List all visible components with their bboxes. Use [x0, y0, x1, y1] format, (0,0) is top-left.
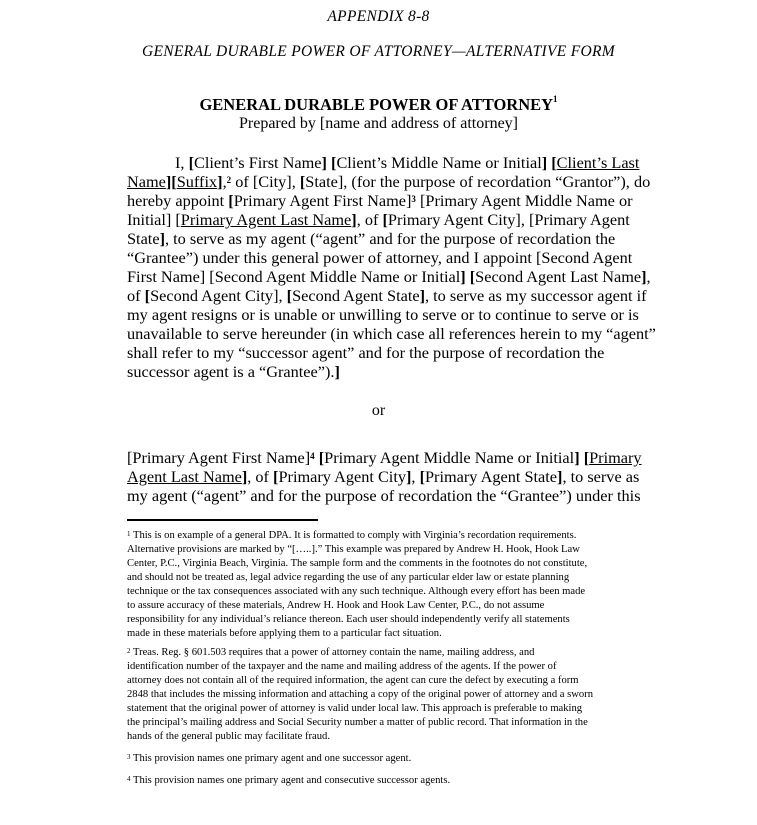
bracket: [: [299, 172, 306, 191]
bracket: [: [419, 467, 425, 486]
bracket: ]: [217, 172, 223, 191]
footnote-1-line: responsibility for any individual’s reliance thereon. Each user should independently verify all statements: [127, 614, 570, 625]
paragraph-1-line: [127, 362, 340, 381]
paragraph-2-line: [127, 448, 642, 467]
text-run: I,: [175, 153, 189, 172]
text-run: , of: [356, 210, 383, 229]
placeholder-primary-agent-middle-name: [Primary Agent Middle Name or: [415, 191, 633, 210]
footnote-number-2: 2: [127, 647, 131, 655]
placeholder-client-last-name: Client’s Last: [556, 153, 640, 172]
footnote-4-line: [127, 773, 450, 788]
bracket: [: [469, 267, 476, 286]
footnote-ref-4[interactable]: 4: [310, 451, 315, 461]
text-run: , to serve as my agent (“agent” and for the purpose of recordation the: [164, 229, 616, 248]
bracket: [: [286, 286, 293, 305]
footnote-ref-1[interactable]: 1: [553, 94, 558, 104]
appendix-subtitle: GENERAL DURABLE POWER OF ATTORNEY—ALTERNATIVE FORM: [142, 43, 615, 60]
footnote-number-4: 4: [127, 775, 131, 783]
paragraph-1-line: my agent resigns or is unable or unwilling to serve or to continue to serve or is: [127, 305, 639, 324]
placeholder-second-agent-last-name: Second Agent Last Name: [475, 267, 642, 286]
text-run: Initial] [: [127, 210, 181, 229]
footnote-text: This is on example of a general DPA. It is formatted to comply with Virginia’s recordation requirements.: [132, 530, 577, 541]
bracket: ]: [159, 229, 165, 248]
paragraph-2-line: [127, 467, 639, 486]
appendix-label: APPENDIX 8-8: [327, 8, 430, 25]
footnote-3-line: [127, 751, 411, 766]
placeholder-primary-agent-state: State: [127, 229, 160, 248]
bracket: ]: [460, 267, 466, 286]
paragraph-1-line: [127, 172, 650, 191]
bracket: [: [382, 210, 388, 229]
placeholder-primary-agent-state: Primary Agent State: [424, 467, 558, 486]
bracket: ]: [541, 153, 548, 172]
paragraph-1-line: [127, 210, 630, 229]
bracket: [: [583, 448, 590, 467]
footnote-2-line: the principal’s mailing address and Social Security number a matter of public record. That information in the: [127, 717, 588, 728]
bracket: ][: [165, 172, 177, 191]
text-run: , to serve as: [562, 467, 640, 486]
footnote-1-line: and should not be treated as, legal advice regarding the use of any particular elder law or estate planning: [127, 572, 570, 583]
paragraph-1-line: [175, 153, 639, 172]
text-run: , of: [247, 467, 274, 486]
text-run: , to serve as my successor agent if: [425, 286, 647, 305]
bracket: ]: [557, 467, 563, 486]
prepared-by-prefix: Prepared by [name and address of attorney]: [239, 115, 518, 132]
placeholder-suffix: Suffix: [176, 172, 218, 191]
paragraph-1-line: [127, 229, 615, 248]
bracket: ]: [334, 362, 340, 381]
footnote-text: This provision names one primary agent and one successor agent.: [132, 753, 412, 764]
footnote-2-line: 2848 that includes the missing information and attaching a copy of the original power of attorney and a sworn: [127, 689, 594, 700]
bracket: [: [318, 448, 325, 467]
placeholder-primary-agent-city: Primary Agent City], [Primary Agent: [387, 210, 630, 229]
text-run: hereby appoint: [127, 191, 229, 210]
bracket: ]: [641, 267, 647, 286]
paragraph-1-line: [127, 286, 647, 305]
bracket: [: [188, 153, 194, 172]
bracket: [: [331, 153, 337, 172]
footnote-1-line: Center, P.C., Virginia Beach, Virginia. The sample form and the comments in the footnotes do not constitute,: [127, 558, 588, 569]
footnote-1-line: to assure accuracy of these materials, Andrew H. Hook and Hook Law Center, P.C., do not assume: [127, 600, 545, 611]
placeholder-primary-agent-last-name: Agent Last Name: [127, 467, 242, 486]
text-run: ,: [646, 267, 651, 286]
prepared-by: [0, 115, 757, 133]
placeholder-second-agent-names: First Name] [Second Agent Middle Name or Initial: [127, 267, 461, 286]
footnote-1-line: technique or the tax consequences associated with any such technique. Although every effort has been made: [127, 586, 586, 597]
document-title-text: GENERAL DURABLE POWER OF ATTORNEY: [199, 95, 554, 114]
text-run: “Grantee”) under this general power of attorney, and I appoint [Second Agent: [127, 248, 633, 267]
text-run: ,: [411, 467, 420, 486]
placeholder-primary-agent-first-name: [Primary Agent First Name]: [127, 448, 311, 467]
bracket: [: [144, 286, 151, 305]
text-run: of [City],: [231, 172, 300, 191]
paragraph-1-line: [127, 267, 651, 286]
text-run: State], (for the purpose of recordation “Grantor”), do: [305, 172, 651, 191]
bracket: [: [273, 467, 279, 486]
paragraph-1-line: [127, 248, 632, 267]
footnote-1-line: Alternative provisions are marked by “[…..].” This example was prepared by Andrew H. Hook, Hook Law: [127, 544, 580, 555]
paragraph-1-line: [127, 191, 633, 210]
placeholder-client-first-name: Client’s First Name: [193, 153, 322, 172]
footnote-1-line: [127, 528, 576, 543]
paragraph-1-line: unavailable to serve hereunder (in which case all references herein to my “agent”: [127, 324, 656, 343]
document-title: [0, 95, 757, 115]
placeholder-primary-agent-first-name: Primary Agent First Name]: [233, 191, 412, 210]
placeholder-primary-agent-city: Primary Agent City: [278, 467, 406, 486]
footnote-2-line: attorney does not contain all of the required information, the agent can cure the defect by executing a form: [127, 675, 579, 686]
paragraph-2-line: my agent (“agent” and for the purpose of recordation the “Grantee”) under this: [127, 486, 641, 505]
footnote-text: This provision names one primary agent and consecutive successor agents.: [132, 775, 451, 786]
bracket: [: [228, 191, 234, 210]
footnote-2-line: identification number of the taxpayer and the name and mailing address of the agents. If the power of: [127, 661, 557, 672]
footnote-ref-3[interactable]: 3: [411, 194, 416, 204]
bracket: ]: [321, 153, 327, 172]
footnote-ref-2[interactable]: 2: [226, 175, 232, 185]
footnote-2-line: [127, 645, 534, 660]
bracket: [: [551, 153, 557, 172]
or-separator: or: [371, 402, 386, 419]
footnote-separator: [127, 519, 318, 521]
placeholder-second-agent-city: Second Agent City],: [150, 286, 287, 305]
bracket: ]: [351, 210, 357, 229]
footnote-text: Treas. Reg. § 601.503 requires that a power of attorney contain the name, mailing address, and: [132, 647, 535, 658]
bracket: ]: [574, 448, 580, 467]
footnote-number-1: 1: [127, 530, 131, 538]
bracket: ]: [419, 286, 425, 305]
paragraph-1-line: shall refer to my “successor agent” and for the purpose of recordation the: [127, 343, 605, 362]
footnote-number-3: 3: [127, 753, 131, 761]
placeholder-primary-agent-middle-name: Primary Agent Middle Name or Initial: [324, 448, 575, 467]
bracket: ]: [406, 467, 412, 486]
text-run: of: [127, 286, 145, 305]
placeholder-client-last-name: Name: [127, 172, 166, 191]
text-run: ,: [222, 172, 227, 191]
footnote-2-line: hands of the general public may facilitate fraud.: [127, 731, 330, 742]
bracket: ]: [241, 467, 248, 486]
placeholder-primary-agent-last-name: Primary Agent Last Name: [180, 210, 352, 229]
footnote-1-line: made in these materials before applying them to a particular fact situation.: [127, 628, 442, 639]
placeholder-primary-agent-last-name: Primary: [589, 448, 642, 467]
placeholder-second-agent-state: Second Agent State: [292, 286, 420, 305]
text-run: successor agent is a “Grantee”).: [127, 362, 335, 381]
footnote-2-line: statement that the original power of attorney is valid under local law. This approach is preferable to making: [127, 703, 583, 714]
placeholder-client-middle-name: Client’s Middle Name or Initial: [336, 153, 542, 172]
